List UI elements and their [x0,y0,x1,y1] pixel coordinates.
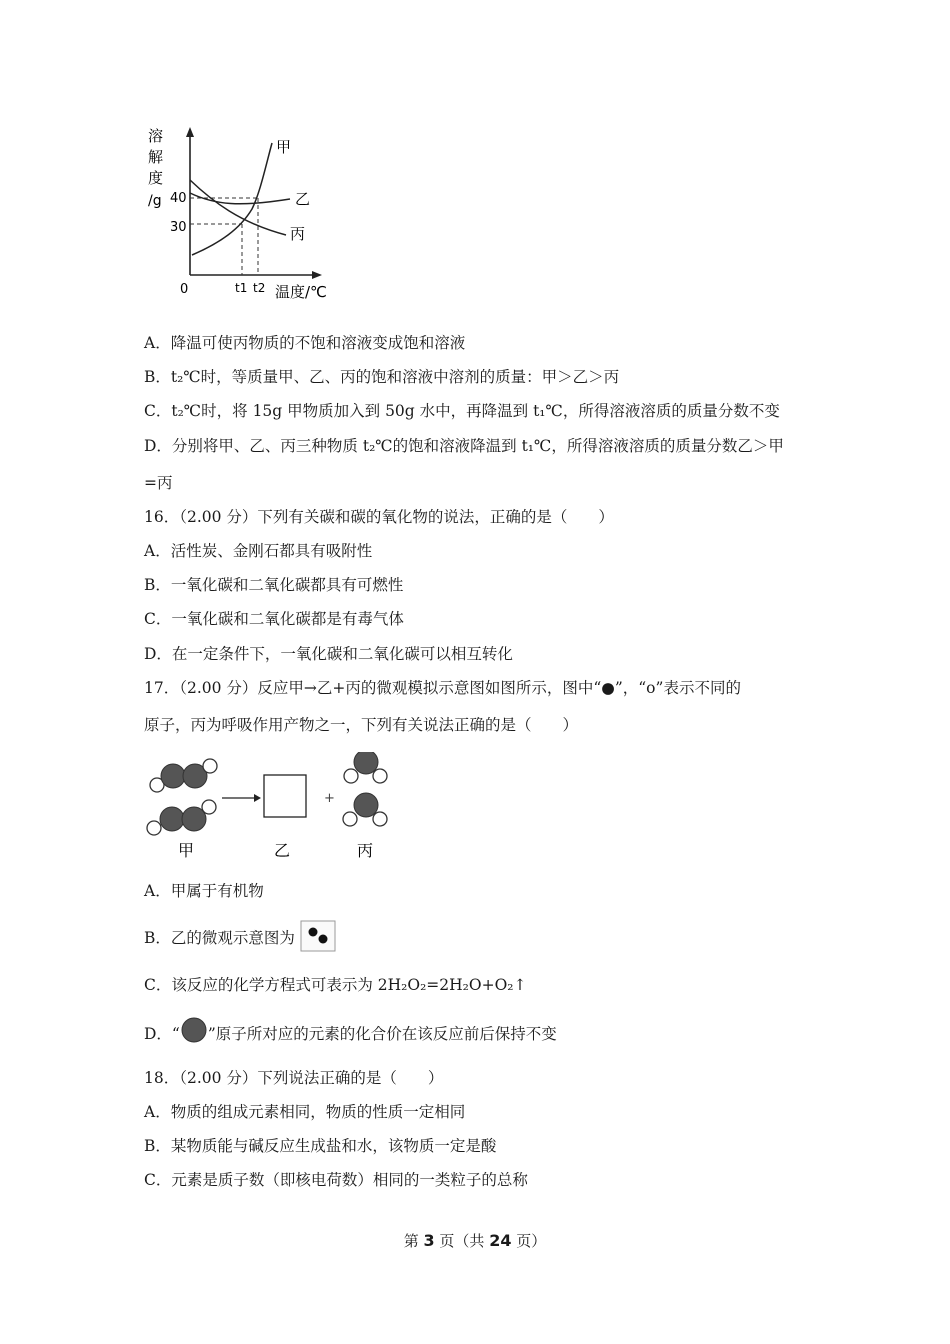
q16-option-c: C．一氧化碳和二氧化碳都是有毒气体 [144,610,404,628]
reaction-arrow-head [254,794,261,802]
label-yi: 乙 [274,841,291,860]
y-label-char: 度 [148,169,164,187]
dark-atom-icon [180,1016,208,1044]
q15-option-d: D．分别将甲、乙、丙三种物质 t₂℃的饱和溶液降温到 t₁℃，所得溶液溶质的质量分数乙＞甲 [144,437,784,455]
q17-option-d-open: D．“ [144,1025,180,1043]
origin-label: 0 [180,282,189,297]
footer-total-pages: 24 [489,1231,512,1250]
q17-option-d-rest: ”原子所对应的元素的化合价在该反应前后保持不变 [207,1025,557,1043]
y-label-char: /g [148,193,162,209]
q17-option-c: C．该反应的化学方程式可表示为 2H₂O₂=2H₂O+O₂↑ [144,976,527,994]
q16-stem: 16．（2.00 分）下列有关碳和碳的氧化物的说法，正确的是（ ） [144,508,614,526]
q18-option-c: C．元素是质子数（即核电荷数）相同的一类粒子的总称 [144,1171,528,1189]
q17-option-b-row [144,920,336,960]
q18-stem: 18．（2.00 分）下列说法正确的是（ ） [144,1069,444,1087]
q15-option-a: A．降温可使丙物质的不饱和溶液变成饱和溶液 [144,334,466,352]
q17-option-b: B．乙的微观示意图为 [144,929,295,947]
q15-option-b: B．t₂℃时，等质量甲、乙、丙的饱和溶液中溶剂的质量：甲＞乙＞丙 [144,368,620,386]
x-tick-t1: t1 [235,281,248,295]
h2o-molecule [344,752,387,783]
q15-option-c: C．t₂℃时，将 15g 甲物质加入到 50g 水中，再降温到 t₁℃，所得溶液溶质的质量分数不变 [144,402,780,420]
label-bing: 丙 [357,841,374,860]
product-yi-box [264,775,306,817]
q16-option-b: B．一氧化碳和二氧化碳都具有可燃性 [144,576,404,594]
footer-pre: 第 [403,1232,424,1250]
footer-page-number: 3 [423,1231,435,1250]
q18-option-b: B．某物质能与碱反应生成盐和水，该物质一定是酸 [144,1137,497,1155]
y-tick-40: 40 [170,191,187,206]
x-tick-t2: t2 [253,281,266,295]
q17-stem-line1: 17．（2.00 分）反应甲→乙+丙的微观模拟示意图如图所示，图中“●”，“o”表示不同的 [144,679,741,697]
reaction-diagram [140,752,400,867]
x-axis-label: 温度/℃ [275,283,327,301]
y-axis-arrow [186,127,194,137]
plus-sign: + [324,791,335,806]
h2o-molecule [343,793,387,826]
footer-post: 页） [511,1232,547,1250]
y-label-char: 溶 [148,127,164,145]
footer-mid: 页（共 [434,1232,490,1250]
q16-option-d: D．在一定条件下，一氧化碳和二氧化碳可以相互转化 [144,645,513,663]
curve-label-jia: 甲 [276,138,292,156]
o2-molecule-image [300,920,336,952]
x-axis-arrow [312,271,322,279]
h2o2-molecule [150,759,217,792]
curve-label-bing: 丙 [290,225,306,243]
curve-label-yi: 乙 [295,190,311,208]
q16-option-a: A．活性炭、金刚石都具有吸附性 [144,542,373,560]
page-footer [0,1230,950,1251]
y-tick-30: 30 [170,220,187,235]
q18-option-a: A．物质的组成元素相同，物质的性质一定相同 [144,1103,466,1121]
y-label-char: 解 [148,148,164,166]
q17-option-d-row [144,1016,557,1052]
solubility-graph [140,125,340,305]
q17-option-a: A．甲属于有机物 [144,882,264,900]
q17-stem-line2: 原子，丙为呼吸作用产物之一，下列有关说法正确的是（ ） [144,716,579,734]
q15-option-d-cont: =丙 [144,474,173,492]
h2o2-molecule [147,800,216,835]
label-jia: 甲 [178,841,195,860]
